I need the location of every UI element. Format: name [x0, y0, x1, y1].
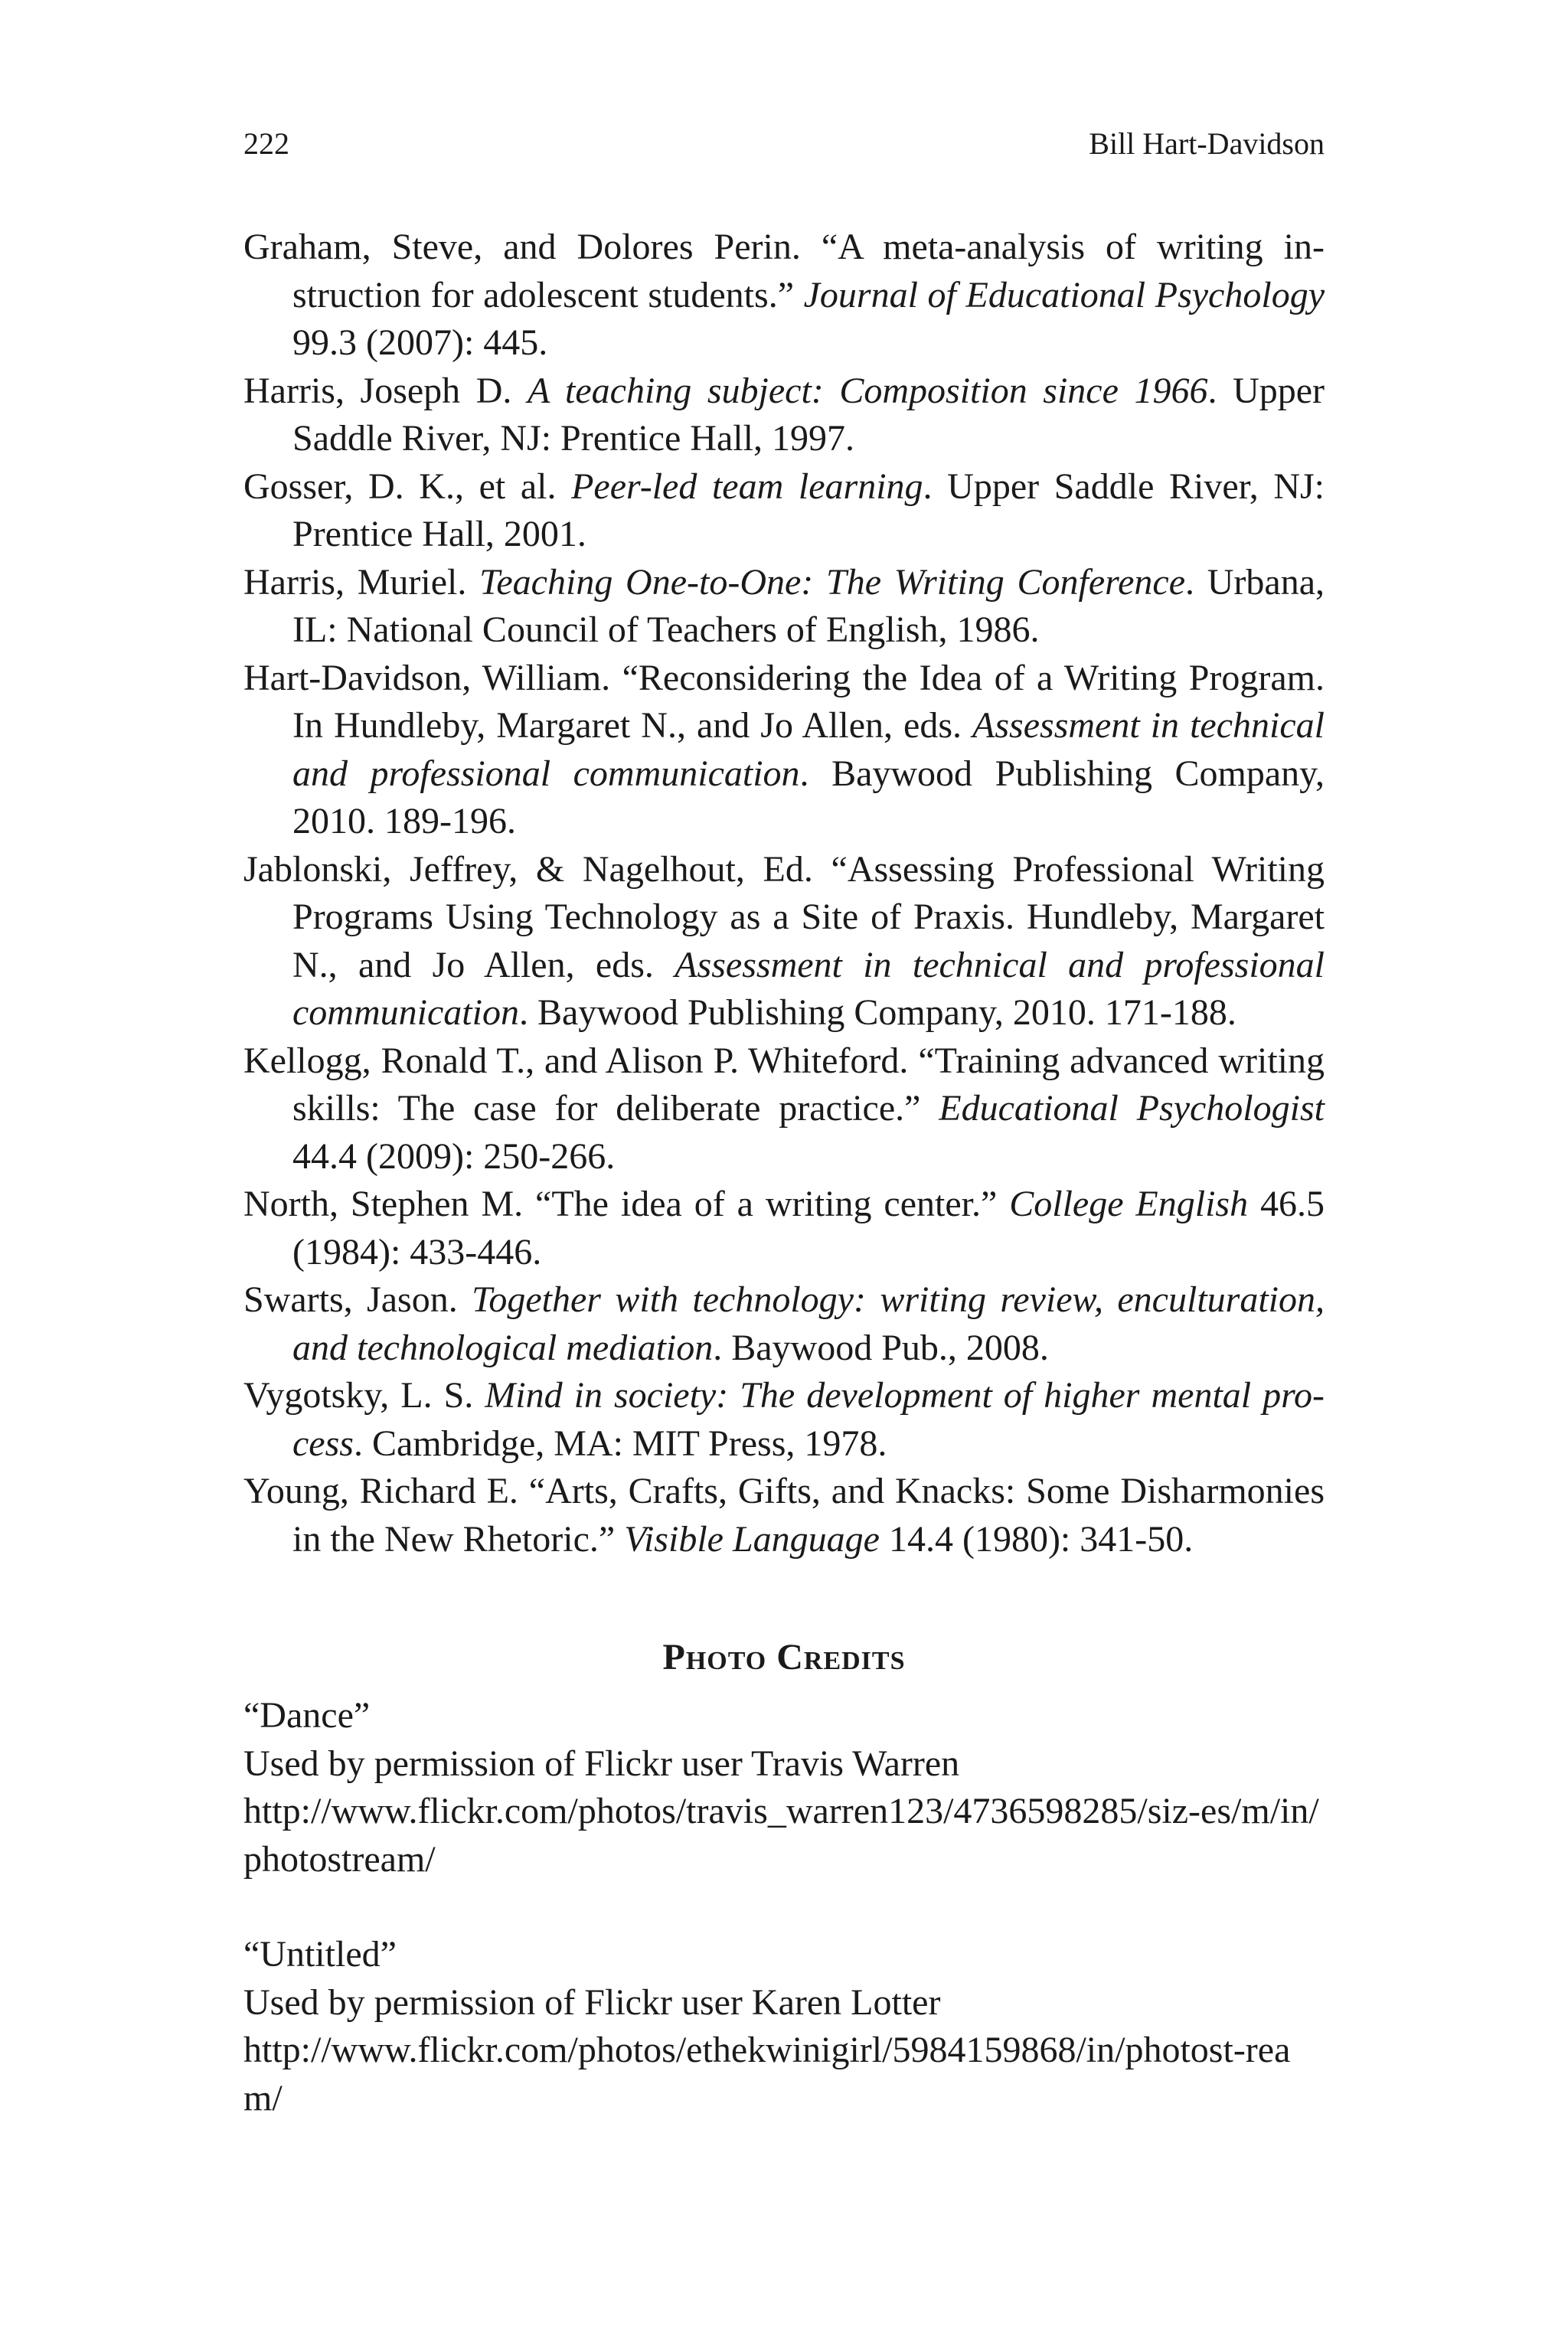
bibliography-entry [243, 1468, 1325, 1563]
photo-credits-section [243, 1631, 1325, 2170]
photo-permission: Used by permission of Flickr user Karen Lotter [243, 1981, 941, 2023]
running-head [243, 121, 1325, 167]
entry-text: Swarts, Jason. [243, 1279, 472, 1320]
entry-text: . Upper Saddle River, NJ: Prentice Hall, 2001. [292, 466, 1325, 554]
entry-title-italic: Peer-led team learning [571, 466, 923, 507]
entry-text: 46.5 (1984): 433-446. [292, 1184, 1325, 1272]
entry-text: Harris, Joseph D. [243, 370, 528, 411]
photo-title: “Untitled” [243, 1934, 397, 1975]
entry-text: . Baywood Publishing Company, 2010. 189-196. [292, 753, 1325, 841]
running-head-author: Bill Hart-Davidson [1089, 126, 1325, 161]
entry-title-italic: Mind in society: The development of higher mental process [292, 1375, 1325, 1464]
bibliography-entry [243, 1037, 1325, 1181]
bibliography-entry [243, 368, 1325, 463]
bibliography-entry [243, 1181, 1325, 1276]
photo-url: http://www.flickr.com/photos/ethekwinigirl/5984159868/in/photost-ream/ [243, 2030, 1291, 2118]
photo-permission: Used by permission of Flickr user Travis Warren [243, 1743, 960, 1784]
photo-url: http://www.flickr.com/photos/travis_warren123/4736598285/siz-es/m/in/photostream/ [243, 1791, 1319, 1880]
book-page [243, 0, 1325, 2352]
entry-text: Hart-Davidson, William. “Reconsidering the Idea of a Writing Program. In Hundleby, Margaret N., and Jo Allen, eds. [243, 657, 1325, 746]
bibliography-entry [243, 1372, 1325, 1468]
entry-text: . Cambridge, MA: MIT Press, 1978. [353, 1423, 887, 1464]
entry-text: . Baywood Publishing Company, 2010. 171-188. [518, 992, 1236, 1033]
entry-text: 44.4 (2009): 250-266. [292, 1135, 616, 1177]
entry-title-italic: Assessment in technical and professional communication [292, 705, 1325, 794]
section-heading: Photo Credits [662, 1637, 906, 1677]
entry-text: . Baywood Pub., 2008. [713, 1327, 1049, 1368]
entry-text: Harris, Muriel. [243, 561, 480, 603]
entry-text: Vygotsky, L. S. [243, 1375, 485, 1416]
entry-title-italic: Visible Language [624, 1518, 880, 1560]
entry-text: 99.3 (2007): 445. [292, 322, 548, 363]
photo-title: “Dance” [243, 1695, 371, 1736]
entry-text: Young, Richard E. “Arts, Crafts, Gifts, and Knacks: Some Disharmonies in the New Rhetoric.” [243, 1471, 1325, 1560]
bibliography-entry [243, 846, 1325, 1037]
entry-text: . Urbana, IL: National Council of Teachers of English, 1986. [292, 561, 1325, 650]
entry-text: 14.4 (1980): 341-50. [879, 1518, 1194, 1560]
bibliography-entry [243, 655, 1325, 846]
entry-title-italic: A teaching subject: Composition since 1966 [527, 370, 1208, 411]
bibliography-entry [243, 224, 1325, 368]
entry-title-italic: College English [1009, 1184, 1249, 1224]
entry-text: . Upper Saddle River, NJ: Prentice Hall, 1997. [292, 370, 1325, 459]
entry-text: Graham, Steve, and Dolores Perin. “A meta-analysis of writing instruction for adolescent students.” [243, 227, 1325, 315]
entry-title-italic: Assessment in technical and professional communication [292, 944, 1325, 1033]
bibliography-entry [243, 463, 1325, 559]
bibliography-entry [243, 559, 1325, 655]
entry-title-italic: Journal of Educational Psychology [803, 274, 1325, 315]
bibliography-list [243, 224, 1325, 1563]
entry-text: North, Stephen M. “The idea of a writing center.” [243, 1184, 1010, 1224]
entry-title-italic: Together with technology: writing review, enculturation, and technological mediation [292, 1279, 1325, 1368]
bibliography-entry [243, 1276, 1325, 1372]
entry-text: Gosser, D. K., et al. [243, 466, 572, 507]
entry-title-italic: Teaching One-to-One: The Writing Conference [479, 561, 1185, 603]
photo-credit [243, 1692, 1325, 1883]
page-number: 222 [243, 126, 289, 161]
entry-text: Kellogg, Ronald T., and Alison P. Whiteford. “Training advanced writing skills: The case for deliberate practice.” [243, 1040, 1325, 1129]
entry-text: Jablonski, Jeffrey, & Nagelhout, Ed. “Assessing Professional Writing Programs Using Technology as a Site of Praxis. Hundleby, Margaret N., and Jo Allen, eds. [243, 848, 1325, 985]
entry-title-italic: Educational Psychologist [939, 1088, 1325, 1129]
photo-credit [243, 1931, 1325, 2122]
